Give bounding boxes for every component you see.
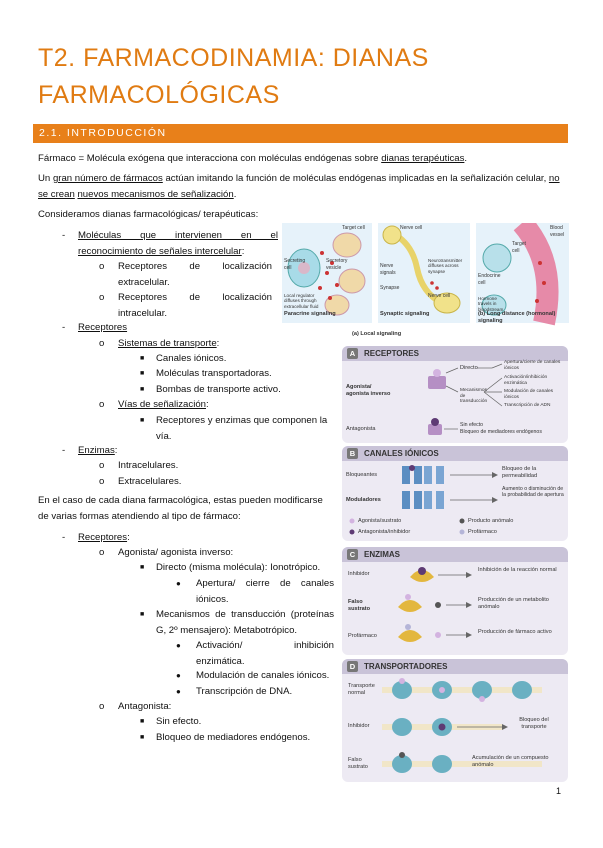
- panel-enzimas: [342, 547, 568, 655]
- paragraph-farmaco: Fármaco = Molécula exógena que interacciona con moléculas endógenas sobre dianas terapéuticas.: [38, 153, 468, 164]
- label-endocrine-cell: Endocrine cell: [478, 273, 501, 286]
- bullet-dot: ●: [176, 579, 181, 588]
- panel-header-receptores: A RECEPTORES: [342, 346, 568, 361]
- label-profarmaco: Profármaco: [348, 633, 377, 639]
- page-title: T2. FARMACODINAMIA: DIANAS FARMACOLÓGICAS: [38, 44, 429, 109]
- legend-antagonista: Antagonista/inhibidor: [358, 529, 411, 535]
- label-falso: Falso sustrato: [348, 599, 371, 612]
- label-local-regulator: Local regulator diffuses through extracellular fluid: [284, 293, 319, 309]
- caption-long-distance: (b) Long distance (hormonal) signaling: [478, 311, 556, 324]
- bullet-circle: o: [99, 547, 105, 558]
- list-item-receptores-2: Receptores:: [78, 532, 130, 543]
- section-header: [33, 124, 568, 143]
- label-secretory-vesicle: Secretory vesicle: [326, 258, 348, 271]
- paragraph-en-el-caso: En el caso de cada diana farmacológica, estas pueden modificarse de varias formas atendiendo al tipo de fármaco:: [38, 495, 323, 522]
- panel-transportadores: [342, 659, 568, 782]
- bullet-square: ■: [140, 718, 145, 725]
- label-target-cell: Target cell: [342, 225, 365, 231]
- label-nerve-cell-2: Nerve cell: [428, 293, 451, 299]
- panel-header-enzimas: C ENZIMAS: [342, 547, 568, 562]
- label-bloqueantes: Bloqueantes: [346, 472, 378, 478]
- list-item-directo: Directo (misma molécula): Ionotrópico.: [156, 562, 321, 573]
- list-item-sin-efecto: Sin efecto.: [156, 716, 202, 727]
- bullet-square: ■: [140, 355, 145, 362]
- bullet-square: ■: [140, 611, 145, 618]
- bullet-dot: ●: [176, 671, 181, 680]
- legend-agonista: Agonista/sustrato: [358, 518, 402, 524]
- label-bloqueo-transp: Bloqueo del transporte: [519, 717, 549, 730]
- label-target-cell-2: Target cell: [512, 241, 526, 254]
- section-title: 2.1. INTRODUCCIÓN: [39, 127, 167, 139]
- list-item-bombas: Bombas de transporte activo.: [156, 384, 281, 395]
- legend-profarmaco: Profármaco: [468, 529, 497, 535]
- label-mecanismos: Mecanismos de transducción: [460, 388, 488, 405]
- bullet-circle: o: [99, 261, 105, 272]
- list-item-moleculas-transp: Moléculas transportadoras.: [156, 368, 272, 379]
- bullet-square: ■: [140, 734, 145, 741]
- bullet-circle: o: [99, 476, 105, 487]
- bullet-dot: ●: [176, 687, 181, 696]
- label-moduladores: Moduladores: [346, 497, 381, 503]
- bullet-square: ■: [140, 386, 145, 393]
- list-item-bloqueo: Bloqueo de mediadores endógenos.: [156, 732, 311, 743]
- bullet-square: ■: [140, 564, 145, 571]
- bullet-circle: o: [99, 460, 105, 471]
- panel-header-canales: B CANALES IÓNICOS: [342, 446, 568, 461]
- bullet-circle: o: [99, 399, 105, 410]
- caption-local: (a) Local signaling: [352, 331, 402, 337]
- list-item-receptores: Receptores: [78, 322, 128, 333]
- label-synapse: Synapse: [380, 285, 400, 291]
- label-modulacion: Modulación de canales iónicos: [504, 389, 554, 400]
- label-inhibidor-2: Inhibidor: [348, 723, 370, 729]
- label-bloqueo-perm: Bloqueo de la permeabilidad: [502, 466, 538, 479]
- label-sin-efecto-bloqueo: Sin efecto Bloqueo de mediadores endógenos: [460, 422, 542, 435]
- list-item-apertura: Apertura/ cierre de canales iónicos.: [196, 578, 334, 605]
- list-item-moleculas: Moléculas que intervienen en el reconocimiento de señales intercelular:: [78, 230, 278, 257]
- list-item-canales: Canales iónicos.: [156, 353, 227, 364]
- caption-synaptic: Synaptic signaling: [380, 311, 430, 317]
- caption-paracrine: Paracrine signaling: [284, 311, 336, 317]
- paragraph-farmacos-imitan: Un gran número de fármacos actúan imitando la función de moléculas endógenas implicadas en la señalización celular, no se crean nuevos mecanismos de señalización.: [38, 173, 560, 200]
- legend-producto: Producto anómalo: [468, 518, 514, 524]
- list-item-agonista: Agonista/ agonista inverso:: [118, 547, 234, 558]
- list-item-vias: Vías de señalización:: [118, 399, 209, 410]
- bullet-dot: ●: [176, 641, 181, 650]
- list-item-rec-ext: Receptores de localización extracelular.: [118, 261, 272, 288]
- list-item-receptores-enz: Receptores y enzimas que componen la vía.: [156, 415, 328, 442]
- bullet-square: ■: [140, 370, 145, 377]
- label-nerve-cell: Nerve cell: [400, 225, 423, 231]
- label-falso-2: Falso sustrato: [348, 757, 368, 770]
- label-acumulacion: Acumulación de un compuesto anómalo: [472, 755, 549, 768]
- panel-header-transportadores: D TRANSPORTADORES: [342, 659, 568, 674]
- label-secreting-cell: Secreting cell: [284, 258, 306, 271]
- label-transcripcion: Transcripción de ADN: [504, 403, 551, 408]
- bullet-circle: o: [99, 292, 105, 303]
- label-inhibidor: Inhibidor: [348, 571, 370, 577]
- bullet-dash: -: [62, 230, 66, 241]
- list-item-antagonista: Antagonista:: [118, 701, 172, 712]
- figure-drug-targets: [342, 346, 568, 782]
- label-apertura: Apertura/cierre de canales iónicos: [504, 360, 561, 371]
- list-item-enzimas: Enzimas:: [78, 445, 118, 456]
- panel-receptores: [342, 346, 568, 443]
- paragraph-consideramos: Consideramos dianas farmacológicas/ terapéuticas:: [38, 209, 259, 220]
- label-transporte: Transporte normal: [348, 683, 375, 696]
- label-directo: Directo: [460, 365, 478, 371]
- list-item-modulacion: Modulación de canales iónicos.: [196, 670, 330, 681]
- bullet-dash: -: [62, 532, 66, 543]
- bullet-circle: o: [99, 338, 105, 349]
- label-aumento: Aumento o disminución de la probabilidad de apertura: [502, 486, 564, 498]
- list-item-rec-int: Receptores de localización intracelular.: [118, 292, 272, 319]
- label-produccion-farm: Producción de fármaco activo: [478, 629, 552, 635]
- list-item-mecanismos: Mecanismos de transducción (proteínas G, 2º mensajero): Metabotrópico.: [156, 609, 334, 636]
- page-number: 1: [556, 786, 562, 796]
- label-produccion-met: Producción de un metabolito anómalo: [478, 597, 549, 610]
- label-blood-vessel: Blood vessel: [550, 225, 565, 238]
- label-activacion: Activación/inhibición enzimática: [504, 375, 548, 386]
- list-item-extracelulares: Extracelulares.: [118, 476, 182, 487]
- label-agonista: Agonista/ agonista inverso: [346, 384, 391, 397]
- label-antagonista: Antagonista: [346, 426, 376, 432]
- label-nerve-signals: Nerve signals: [380, 263, 396, 276]
- list-item-transcripcion: Transcripción de DNA.: [196, 686, 293, 697]
- label-hormone: Hormone travels in bloodstream: [478, 296, 504, 312]
- bullet-dash: -: [62, 445, 66, 456]
- list-item-sistemas: Sistemas de transporte:: [118, 338, 220, 349]
- list-item-activacion: Activación/ inhibición enzimática.: [196, 640, 334, 667]
- bullet-circle: o: [99, 701, 105, 712]
- list-item-intracelulares: Intracelulares.: [118, 460, 179, 471]
- bullet-square: ■: [140, 417, 145, 424]
- label-neurotransmitter: Neurotransmitter diffuses across synapse: [428, 258, 463, 274]
- panel-canales: [342, 446, 568, 541]
- figure-cell-signaling: [282, 223, 569, 343]
- label-inhib-reac: Inhibición de la reacción normal: [478, 567, 557, 573]
- bullet-dash: -: [62, 322, 66, 333]
